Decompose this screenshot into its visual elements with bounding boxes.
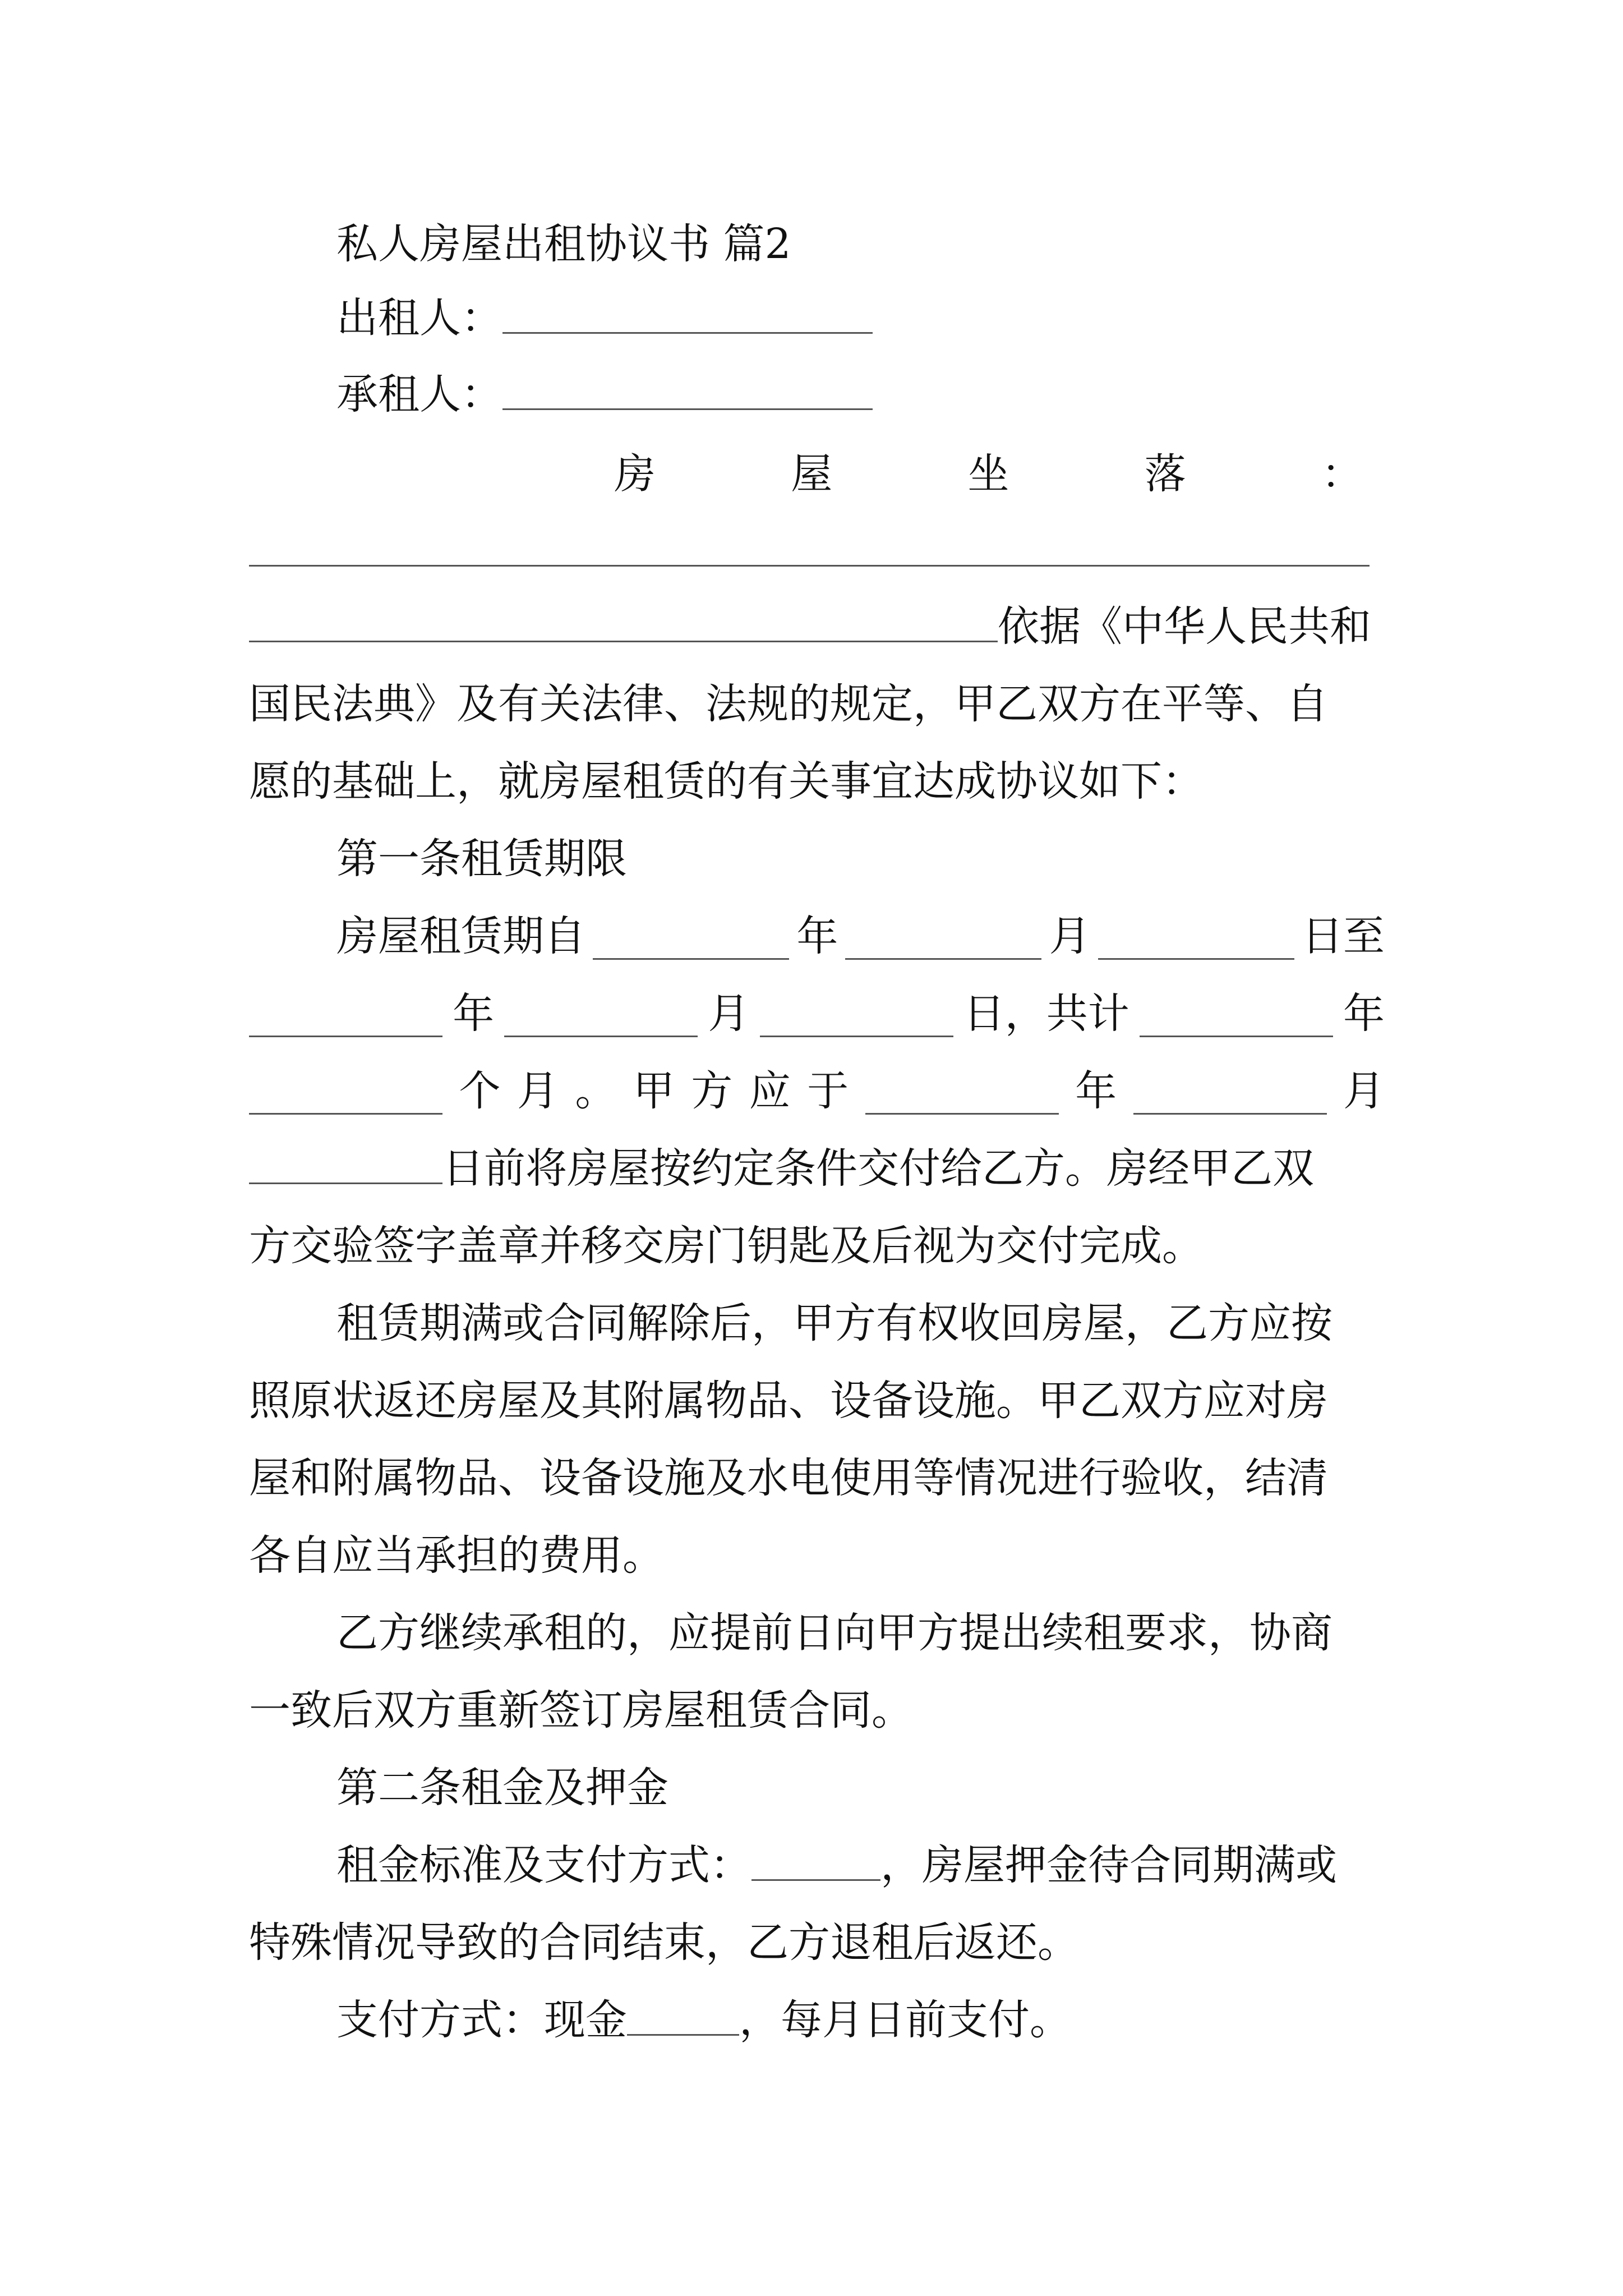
term-text: 于: [807, 1067, 849, 1115]
term-text: 日，共计: [963, 990, 1129, 1038]
term-text: 月: [517, 1067, 559, 1115]
body-text: 各自应当承担的费用。: [249, 1531, 664, 1580]
body-text: 乙方继续承租的，应提前日向甲方提出续租要求，协商: [336, 1609, 1332, 1657]
term-text: 日前将房屋按约定条件交付给乙方。房经甲乙双: [442, 1144, 1314, 1193]
location-char: ：: [1321, 450, 1363, 498]
location-char: 坐: [967, 450, 1009, 498]
term-line-5: [249, 1215, 1385, 1277]
lessor-line: [336, 287, 1385, 349]
rent-text: 特殊情况导致的合同结束，乙方退租后返还。: [249, 1918, 1079, 1967]
body-text: 照原状返还房屋及其附属物品、设备设施。甲乙双方应对房: [249, 1377, 1328, 1425]
body-text: 国民法典》及有关法律、法规的规定，甲乙双方在平等、自: [249, 680, 1328, 728]
month-blank[interactable]: [845, 913, 1041, 960]
body-line: [336, 1292, 1385, 1354]
term-text: 年: [1075, 1067, 1117, 1115]
term-text: 房屋租赁期自: [336, 912, 585, 960]
document-title: [336, 213, 1385, 275]
body-line: [249, 1370, 1385, 1432]
term-text: 月: [1049, 912, 1091, 960]
location-char: 落: [1144, 450, 1186, 498]
term-text: 甲: [633, 1067, 675, 1115]
lessor-blank[interactable]: [502, 287, 873, 334]
location-char: 屋: [791, 450, 833, 498]
term-line-3: [249, 1060, 1385, 1122]
term-line-4: [249, 1138, 1385, 1199]
lessee-blank[interactable]: [502, 364, 873, 410]
term-text: 月: [708, 990, 750, 1038]
end-month-blank[interactable]: [504, 991, 698, 1037]
location-blank-continued[interactable]: [249, 596, 998, 642]
body-text: 租赁期满或合同解除后，甲方有权收回房屋，乙方应按: [336, 1299, 1332, 1347]
term-text: 月: [1343, 1067, 1385, 1115]
body-line: [249, 1447, 1385, 1509]
payment-line: [336, 1989, 1385, 2051]
article-1-title: [336, 828, 1385, 890]
rent-text: 租金标准及支付方式：: [336, 1841, 751, 1889]
body-text: 一致后双方重新签订房屋租赁合同。: [249, 1686, 913, 1734]
cash-amount-blank[interactable]: [627, 1989, 739, 2036]
term-text: 方: [691, 1067, 733, 1115]
rent-line: [249, 1912, 1385, 1973]
delivery-month-blank[interactable]: [1133, 1068, 1327, 1115]
delivery-year-blank[interactable]: [865, 1068, 1059, 1115]
basis-line: [249, 596, 1385, 657]
term-text: 应: [749, 1067, 791, 1115]
term-line-1: [336, 905, 1385, 967]
total-months-blank[interactable]: [249, 1068, 442, 1115]
total-years-blank[interactable]: [1140, 991, 1333, 1037]
term-line-2: [249, 983, 1385, 1045]
term-text: 个: [459, 1067, 501, 1115]
end-day-blank[interactable]: [760, 991, 953, 1037]
rent-standard-blank[interactable]: [751, 1834, 880, 1881]
lessee-label: 承租人：: [336, 370, 502, 418]
basis-text: 依据《中华人民共和: [998, 602, 1371, 651]
lessee-line: [336, 364, 1385, 425]
body-text: 愿的基础上，就房屋租赁的有关事宜达成协议如下：: [249, 757, 1204, 806]
body-line: [249, 1680, 1385, 1741]
term-text: 年: [796, 912, 838, 960]
term-text: 年: [1343, 990, 1385, 1038]
term-text: 。: [575, 1067, 617, 1115]
payment-text: 支付方式：现金: [336, 1996, 627, 2044]
term-text: 方交验签字盖章并移交房门钥匙及后视为交付完成。: [249, 1222, 1204, 1270]
title-text: 私人房屋出租协议书 篇2: [336, 220, 791, 268]
day-blank[interactable]: [1098, 913, 1294, 960]
article-2-title: [336, 1757, 1385, 1819]
location-blank-line[interactable]: [249, 565, 1370, 567]
term-text: 日至: [1301, 912, 1385, 960]
body-line: [249, 673, 1385, 735]
year-blank[interactable]: [593, 913, 789, 960]
term-text: 年: [453, 990, 495, 1038]
article-title-text: 第二条租金及押金: [336, 1764, 668, 1812]
body-text: 屋和附属物品、设备设施及水电使用等情况进行验收，结清: [249, 1454, 1328, 1502]
rent-line: [336, 1834, 1385, 1896]
lessor-label: 出租人：: [336, 294, 502, 342]
location-label: [614, 443, 1363, 505]
article-title-text: 第一条租赁期限: [336, 835, 627, 883]
body-line: [336, 1602, 1385, 1664]
location-char: 房: [614, 450, 656, 498]
end-year-blank[interactable]: [249, 991, 442, 1037]
body-line: [249, 1525, 1385, 1586]
body-line: [249, 751, 1385, 812]
payment-text: ，每月日前支付。: [739, 1996, 1071, 2044]
delivery-day-blank[interactable]: [249, 1138, 442, 1184]
rent-text: ，房屋押金待合同期满或: [880, 1841, 1337, 1889]
